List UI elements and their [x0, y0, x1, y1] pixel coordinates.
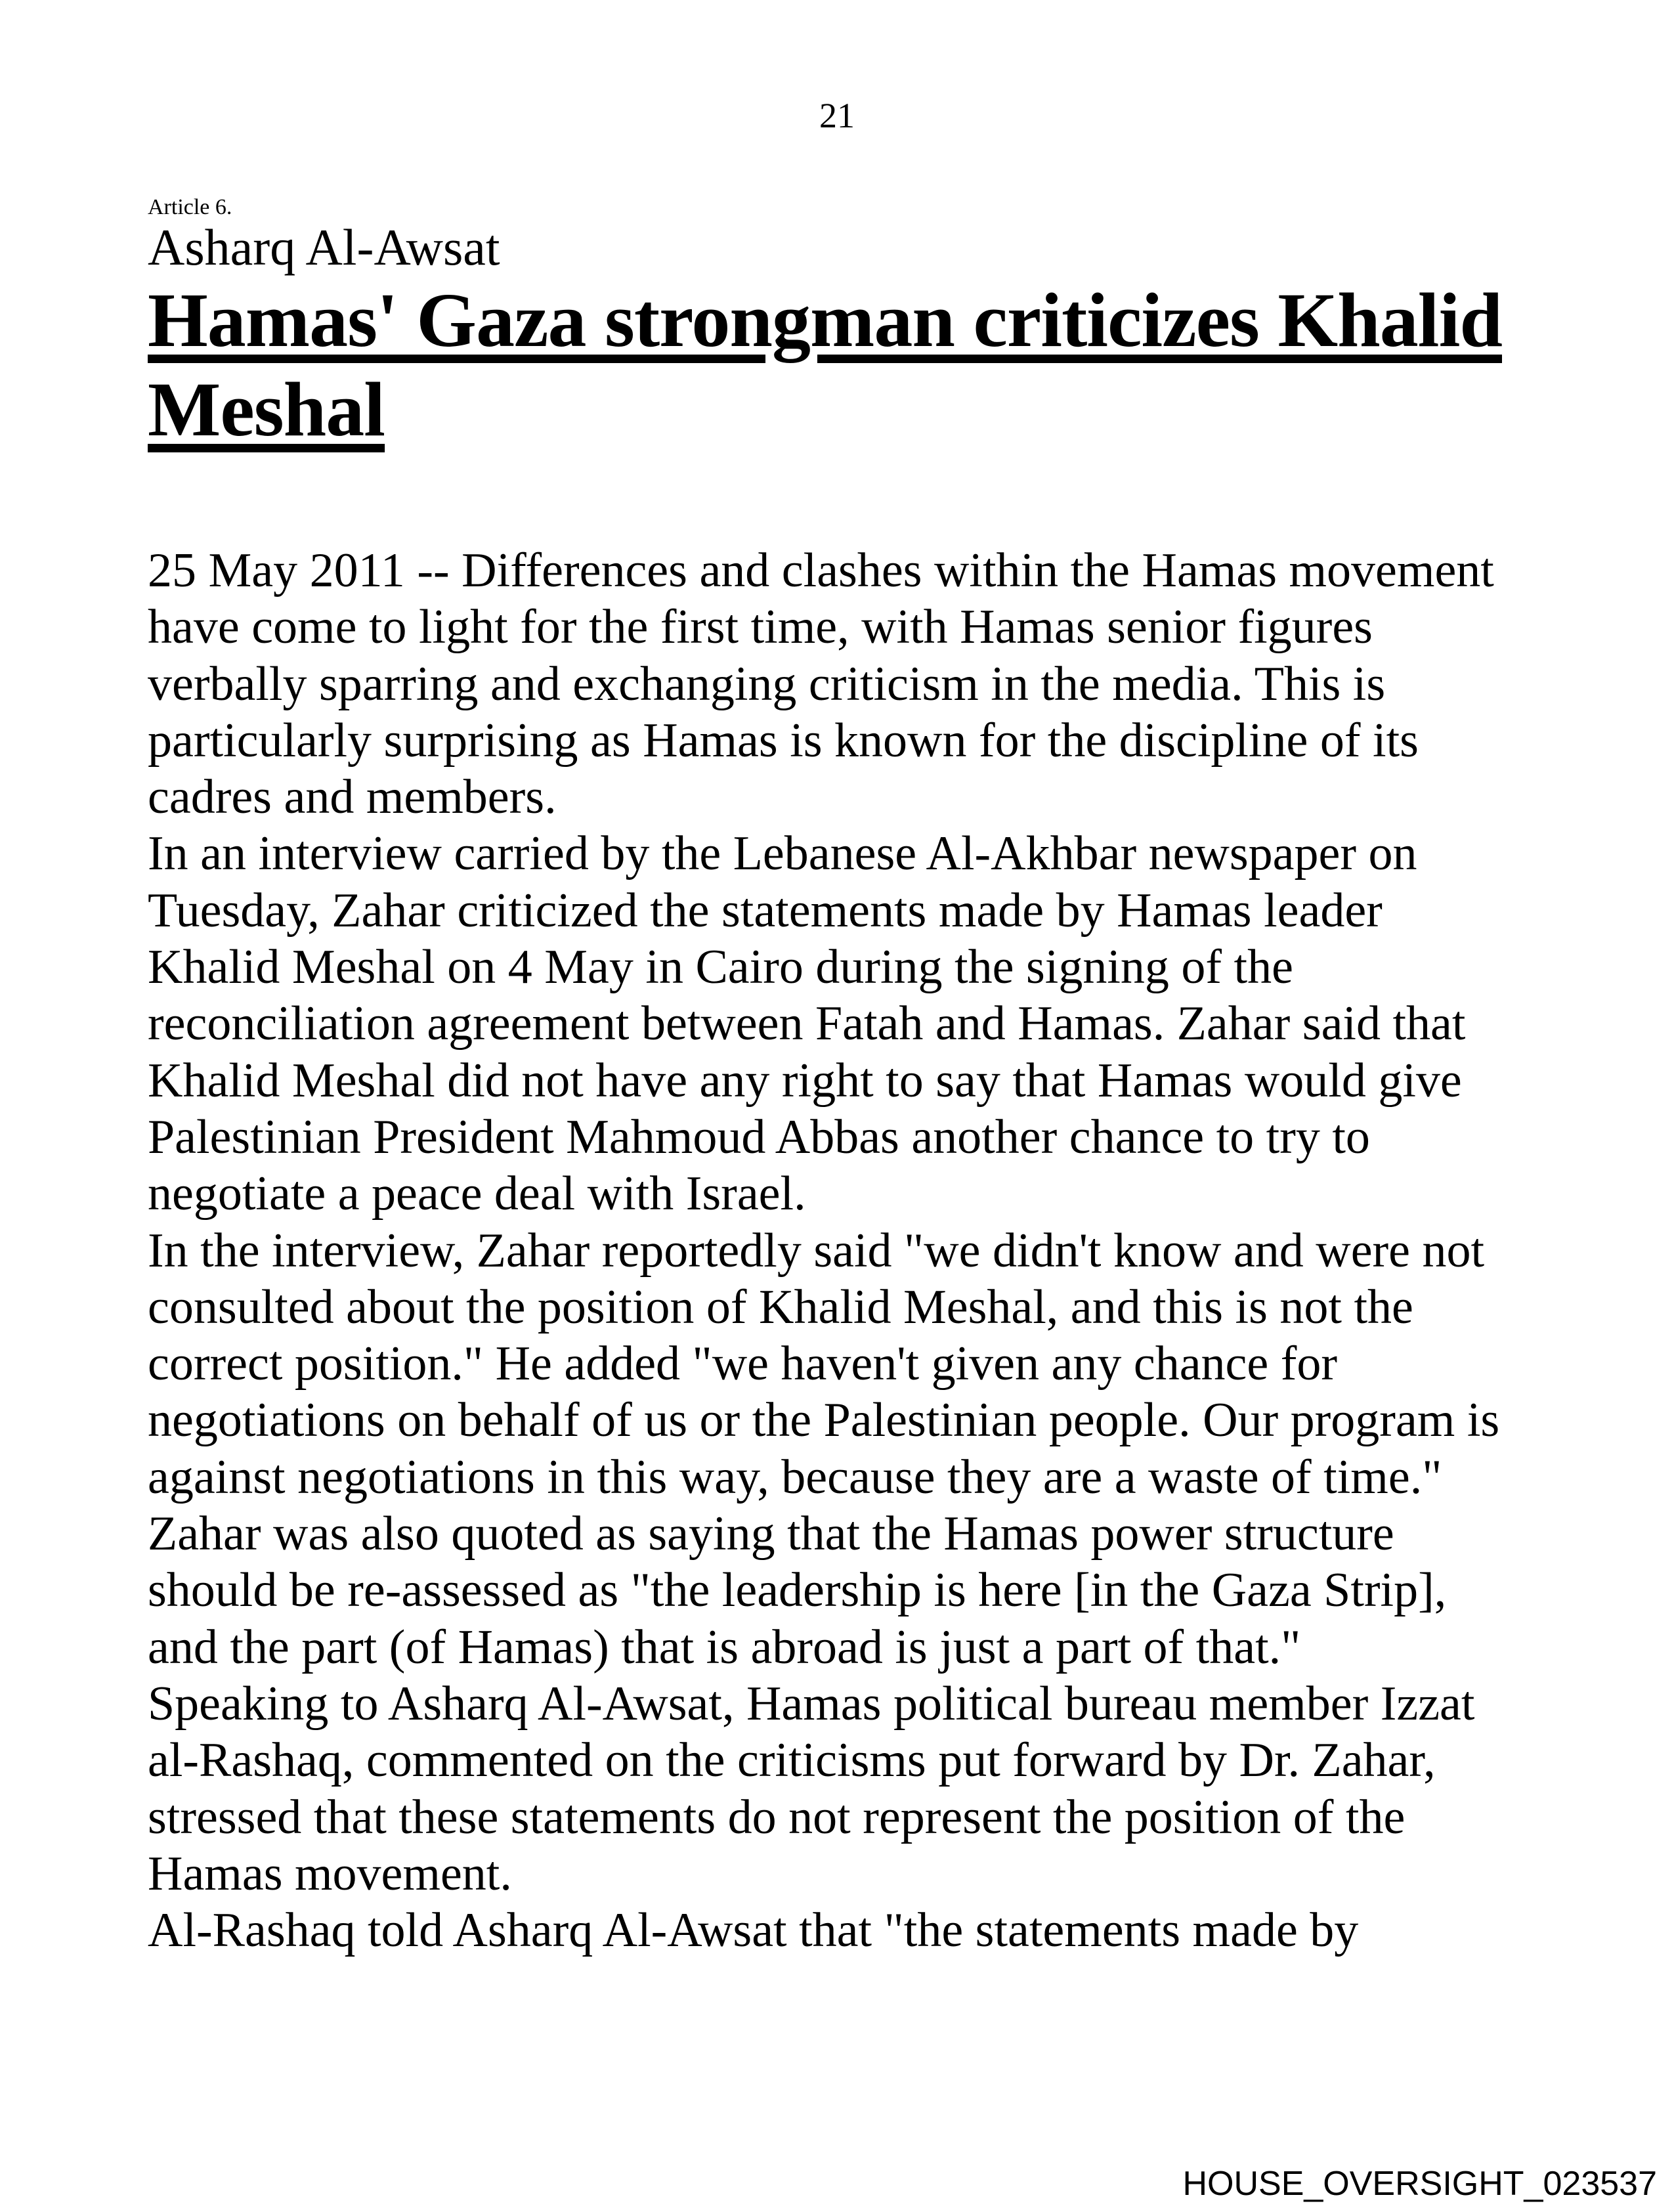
body-line: In the interview, Zahar reportedly said "we didn't know and were not [148, 1223, 1485, 1278]
body-line: Speaking to Asharq Al-Awsat, Hamas political bureau member Izzat [148, 1676, 1475, 1731]
body-line: verbally sparring and exchanging criticism in the media. This is [148, 657, 1386, 711]
body-line: have come to light for the first time, with Hamas senior figures [148, 600, 1373, 655]
body-line: against negotiations in this way, because they are a waste of time." [148, 1450, 1442, 1504]
body-line: In an interview carried by the Lebanese Al-Akhbar newspaper on [148, 827, 1417, 881]
page-number: 21 [819, 96, 855, 135]
body-line: reconciliation agreement between Fatah and Hamas. Zahar said that [148, 997, 1466, 1051]
body-line: particularly surprising as Hamas is known for the discipline of its [148, 713, 1419, 768]
body-line: should be re-assessed as "the leadership is here [in the Gaza Strip], [148, 1563, 1447, 1618]
body-line: al-Rashaq, commented on the criticisms put forward by Dr. Zahar, [148, 1733, 1436, 1788]
headline-line-1: Hamas' Gaza strongman criticizes Khalid [148, 277, 1502, 363]
body-line: cadres and members. [148, 770, 557, 825]
body-line: Al-Rashaq told Asharq Al-Awsat that "the statements made by [148, 1903, 1359, 1958]
body-line: negotiations on behalf of us or the Palestinian people. Our program is [148, 1393, 1500, 1448]
body-line: correct position." He added "we haven't given any chance for [148, 1337, 1338, 1391]
body-line: negotiate a peace deal with Israel. [148, 1167, 806, 1221]
article-headline [148, 276, 1579, 454]
body-line: Hamas movement. [148, 1846, 512, 1901]
body-line: consulted about the position of Khalid Meshal, and this is not the [148, 1280, 1413, 1334]
body-line: Khalid Meshal did not have any right to say that Hamas would give [148, 1053, 1462, 1108]
article-label: Article 6. [148, 195, 232, 219]
body-line: Zahar was also quoted as saying that the Hamas power structure [148, 1507, 1394, 1561]
body-line: stressed that these statements do not represent the position of the [148, 1790, 1406, 1844]
body-line: Khalid Meshal on 4 May in Cairo during the signing of the [148, 940, 1293, 995]
headline-line-2: Meshal [148, 366, 385, 452]
article-body [148, 542, 1499, 1959]
body-line: and the part (of Hamas) that is abroad is just a part of that." [148, 1620, 1301, 1674]
article-source: Asharq Al-Awsat [148, 219, 500, 276]
body-line: 25 May 2011 -- Differences and clashes within the Hamas movement [148, 544, 1494, 597]
body-line: Palestinian President Mahmoud Abbas another chance to try to [148, 1110, 1370, 1164]
body-line: Tuesday, Zahar criticized the statements made by Hamas leader [148, 883, 1383, 938]
bates-number: HOUSE_OVERSIGHT_023537 [1182, 2165, 1657, 2203]
